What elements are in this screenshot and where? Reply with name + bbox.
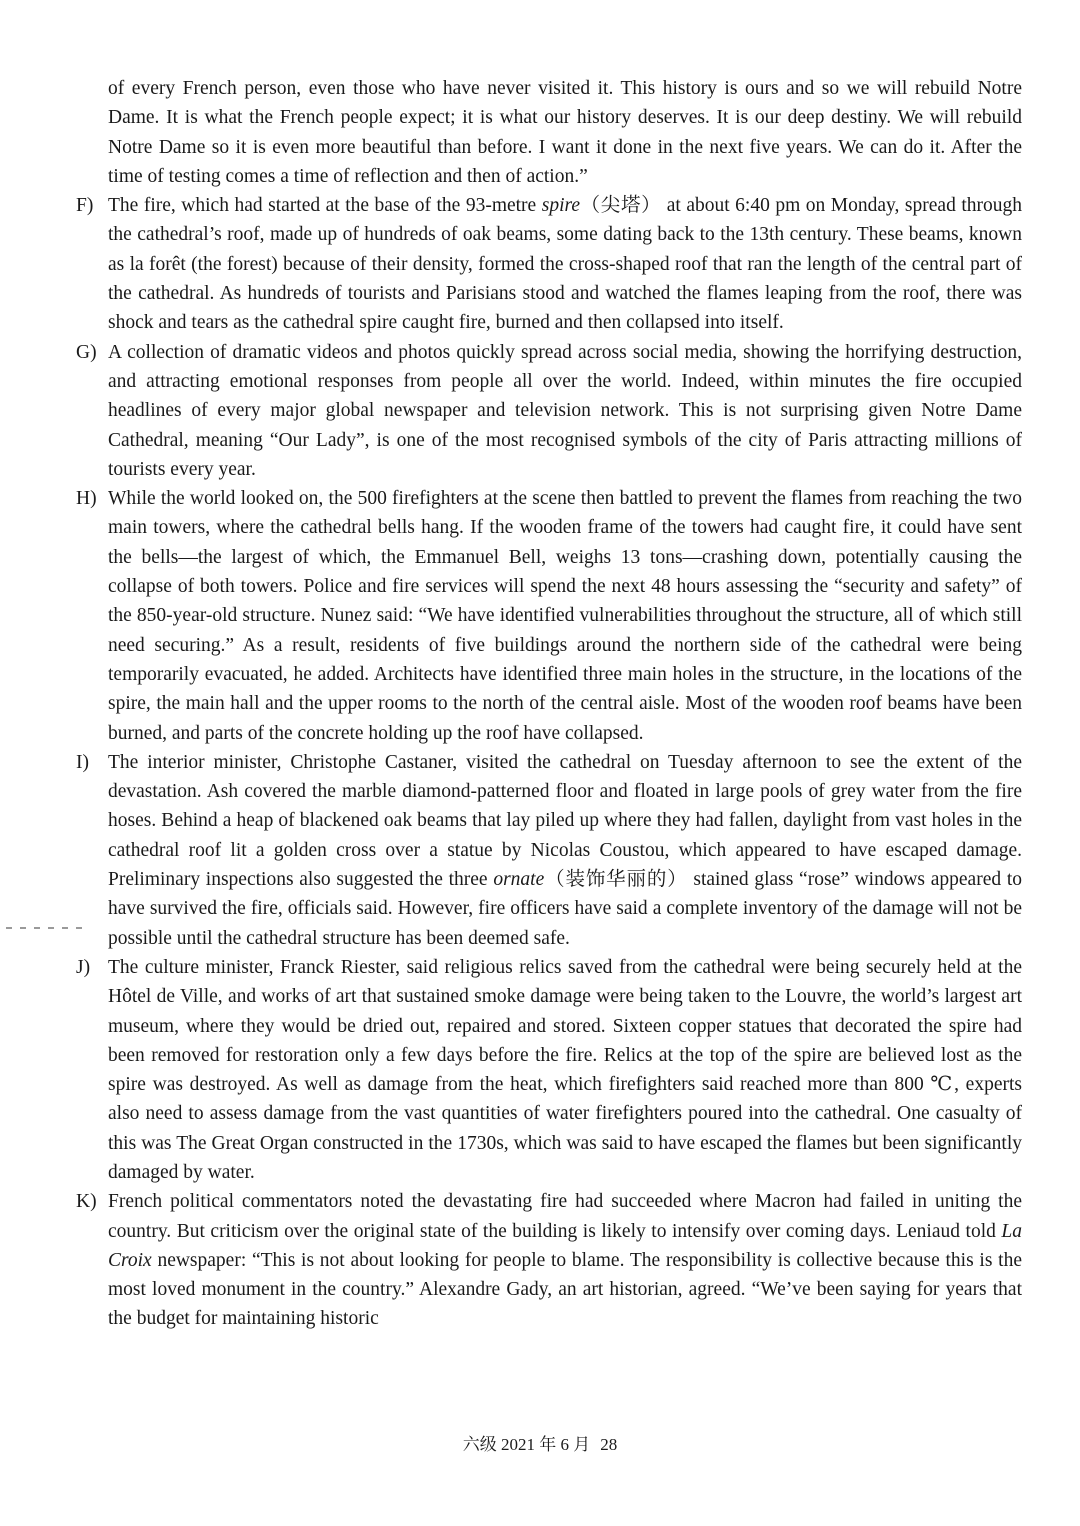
paragraph-text: The interior minister, Christophe Castaner, visited the cathedral on Tuesday afternoon to see the extent of the devastation. Ash covered the marble diamond-patterned floor and floated in large pools of grey water from the fire hoses. Behind a heap of blackened oak beams that lay piled up where they had fallen, daylight from vast holes in the cathedral roof lit a golden cross over a statue by Nicolas Coustou, which appeared to have escaped damage. Preliminary inspections also suggested the three ornate（装饰华丽的） stained glass “rose” windows appeared to have survived the fire, officials said. However, fire officers have said a complete inventory of the damage will not be possible until the cathedral structure has been deemed safe. <box>108 751 1023 949</box>
paragraph-h <box>76 484 1022 748</box>
paragraph-text: The fire, which had started at the base of the 93-metre spire（尖塔） at about 6:40 pm on Monday, spread through the cathedral’s roof, made up of hundreds of oak beams, some dating back to the 13th century. These beams, known as la forêt (the forest) because of their density, formed the cross-shaped roof that ran the length of the central part of the cathedral. As hundreds of tourists and Parisians stood and watched the flames leaping from the roof, there was shock and tears as the cathedral spire caught fire, burned and then collapsed into itself. <box>108 195 1022 334</box>
paragraph-label: G) <box>76 341 97 363</box>
paragraph-label: I) <box>76 751 89 773</box>
reading-passage <box>76 74 1022 1334</box>
paragraph-text: The culture minister, Franck Riester, said religious relics saved from the cathedral were being securely held at the Hôtel de Ville, and works of art that sustained smoke damage were being taken to the Louvre, the world’s largest art museum, where they would be dried out, repaired and stored. Sixteen copper statues that decorated the spire had been removed for restoration only a few days before the fire. Relics at the top of the spire are believed lost as the spire was destroyed. As well as damage from the heat, which firefighters said reached more than 800 ℃, experts also need to assess damage from the vast quantities of water firefighters poured into the cathedral. One casualty of this was The Great Organ constructed in the 1730s, which was said to have escaped the flames but been significantly damaged by water. <box>108 956 1022 1183</box>
exam-label: 六级 2021 年 6 月 <box>462 1435 591 1454</box>
paragraph-f <box>76 191 1022 337</box>
page-number: 28 <box>600 1435 618 1454</box>
paragraph-label: J) <box>76 956 91 978</box>
paragraph-i <box>76 748 1022 953</box>
paragraph-j <box>76 953 1022 1187</box>
paragraph-k <box>76 1187 1022 1333</box>
paragraph-text: While the world looked on, the 500 firefighters at the scene then battled to prevent the flames from reaching the two main towers, where the cathedral bells hang. If the wooden frame of the towers had caught fire, it could have sent the bells—the largest of which, the Emmanuel Bell, weighs 13 tons—crashing down, potentially causing the collapse of both towers. Police and fire services will spend the next 48 hours assessing the “security and safety” of the 850-year-old structure. Nunez said: “We have identified vulnerabilities throughout the structure, all of which still need securing.” As a result, residents of five buildings around the northern side of the cathedral were being temporarily evacuated, he added. Architects have identified three main holes in the structure, in the locations of the spire, the main hall and the upper rooms to the north of the central aisle. Most of the wooden roof beams have been burned, and parts of the concrete holding up the roof have collapsed. <box>108 488 1022 744</box>
scan-artifact-dashes <box>6 927 86 929</box>
paragraph-label: F) <box>76 195 94 217</box>
paragraph-g <box>76 338 1022 484</box>
paragraph-text: French political commentators noted the devastating fire had succeeded where Macron had failed in uniting the country. But criticism over the original state of the building is likely to intensify over coming days. Leniaud told La Croix newspaper: “This is not about looking for people to blame. The responsibility is collective because this is the most loved monument in the country.” Alexandre Gady, an art historian, agreed. “We’ve been saying for years that the budget for maintaining historic <box>108 1191 1022 1330</box>
paragraph-label: H) <box>76 488 97 510</box>
paragraph-label: K) <box>76 1191 97 1213</box>
paragraph-continued <box>76 74 1022 191</box>
paragraph-text: of every French person, even those who have never visited it. This history is ours and so we will rebuild Notre Dame. It is what the French people expect; it is what our history deserves. It is our deep destiny. We will rebuild Notre Dame so it is even more beautiful than before. I want it done in the next five years. We can do it. After the time of testing comes a time of reflection and then of action.” <box>108 78 1022 187</box>
page-footer <box>0 1430 1080 1455</box>
paragraph-text: A collection of dramatic videos and photos quickly spread across social media, showing the horrifying destruction, and attracting emotional responses from people all over the world. Indeed, within minutes the fire occupied headlines of every major global newspaper and television network. This is not surprising given Notre Dame Cathedral, meaning “Our Lady”, is one of the most recognised symbols of the city of Paris attracting millions of tourists every year. <box>108 341 1022 480</box>
